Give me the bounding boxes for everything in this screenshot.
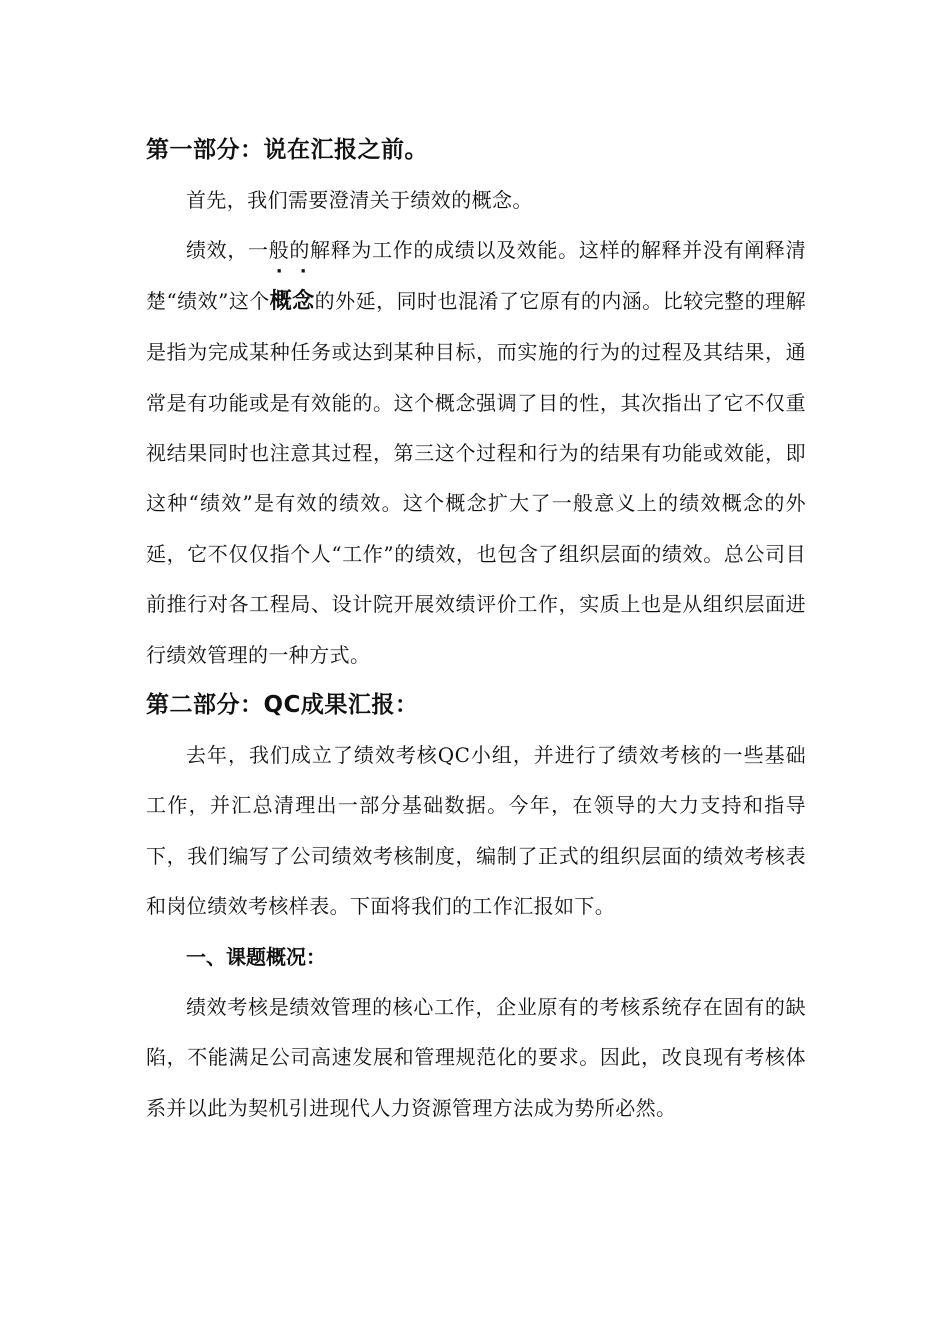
paragraph-text: 绩效，一般的解释为工作的成绩以及效能。这样的解释并没有阐释清楚“绩效”这个 <box>146 238 806 313</box>
emphasized-term-text: 概念 <box>269 288 315 314</box>
section1-paragraph-2 <box>146 225 806 680</box>
section2-heading: 第二部分：QC成果汇报： <box>146 692 419 719</box>
emphasis-dot-icon: · <box>299 260 308 282</box>
document-page <box>146 125 806 1133</box>
emphasized-term <box>269 260 315 327</box>
section2-paragraph-1: 去年，我们成立了绩效考核QC小组，并进行了绩效考核的一些基础工作，并汇总清理出一部分基础数据。今年，在领导的大力支持和指导下，我们编写了公司绩效考核制度，编制了正式的组织层面的绩效考核表和岗位绩效考核样表。下面将我们的工作汇报如下。 <box>146 743 806 919</box>
emphasis-dot-icon: · <box>275 260 284 282</box>
section2-paragraph-2: 绩效考核是绩效管理的核心工作，企业原有的考核系统存在固有的缺陷，不能满足公司高速发展和管理规范化的要求。因此，改良现有考核体系并以此为契机引进现代人力资源管理方法成为势所必然。 <box>146 994 806 1120</box>
section2-subheading: 一、课题概况： <box>186 944 326 969</box>
section1-heading: 第一部分：说在汇报之前。 <box>146 137 428 163</box>
section1-paragraph-1: 首先，我们需要澄清关于绩效的概念。 <box>186 188 533 212</box>
paragraph-text: 的外延，同时也混淆了它原有的内涵。比较完整的理解是指为完成某种任务或达到某种目标，而实施的行为的过程及其结果，通常是有功能或是有效能的。这个概念强调了目的性，其次指出了它不仅重视结果同时也注意其过程，第三这个过程和行为的结果有功能或效能，即这种“绩效”是有效的绩效。这个概念扩大了一般意义上的绩效概念的外延，它不仅仅指个人“工作”的绩效，也包含了组织层面的绩效。总公司目前推行对各工程局、设计院开展效绩评价工作，实质上也是从组织层面进行绩效管理的一种方式。 <box>146 288 806 667</box>
